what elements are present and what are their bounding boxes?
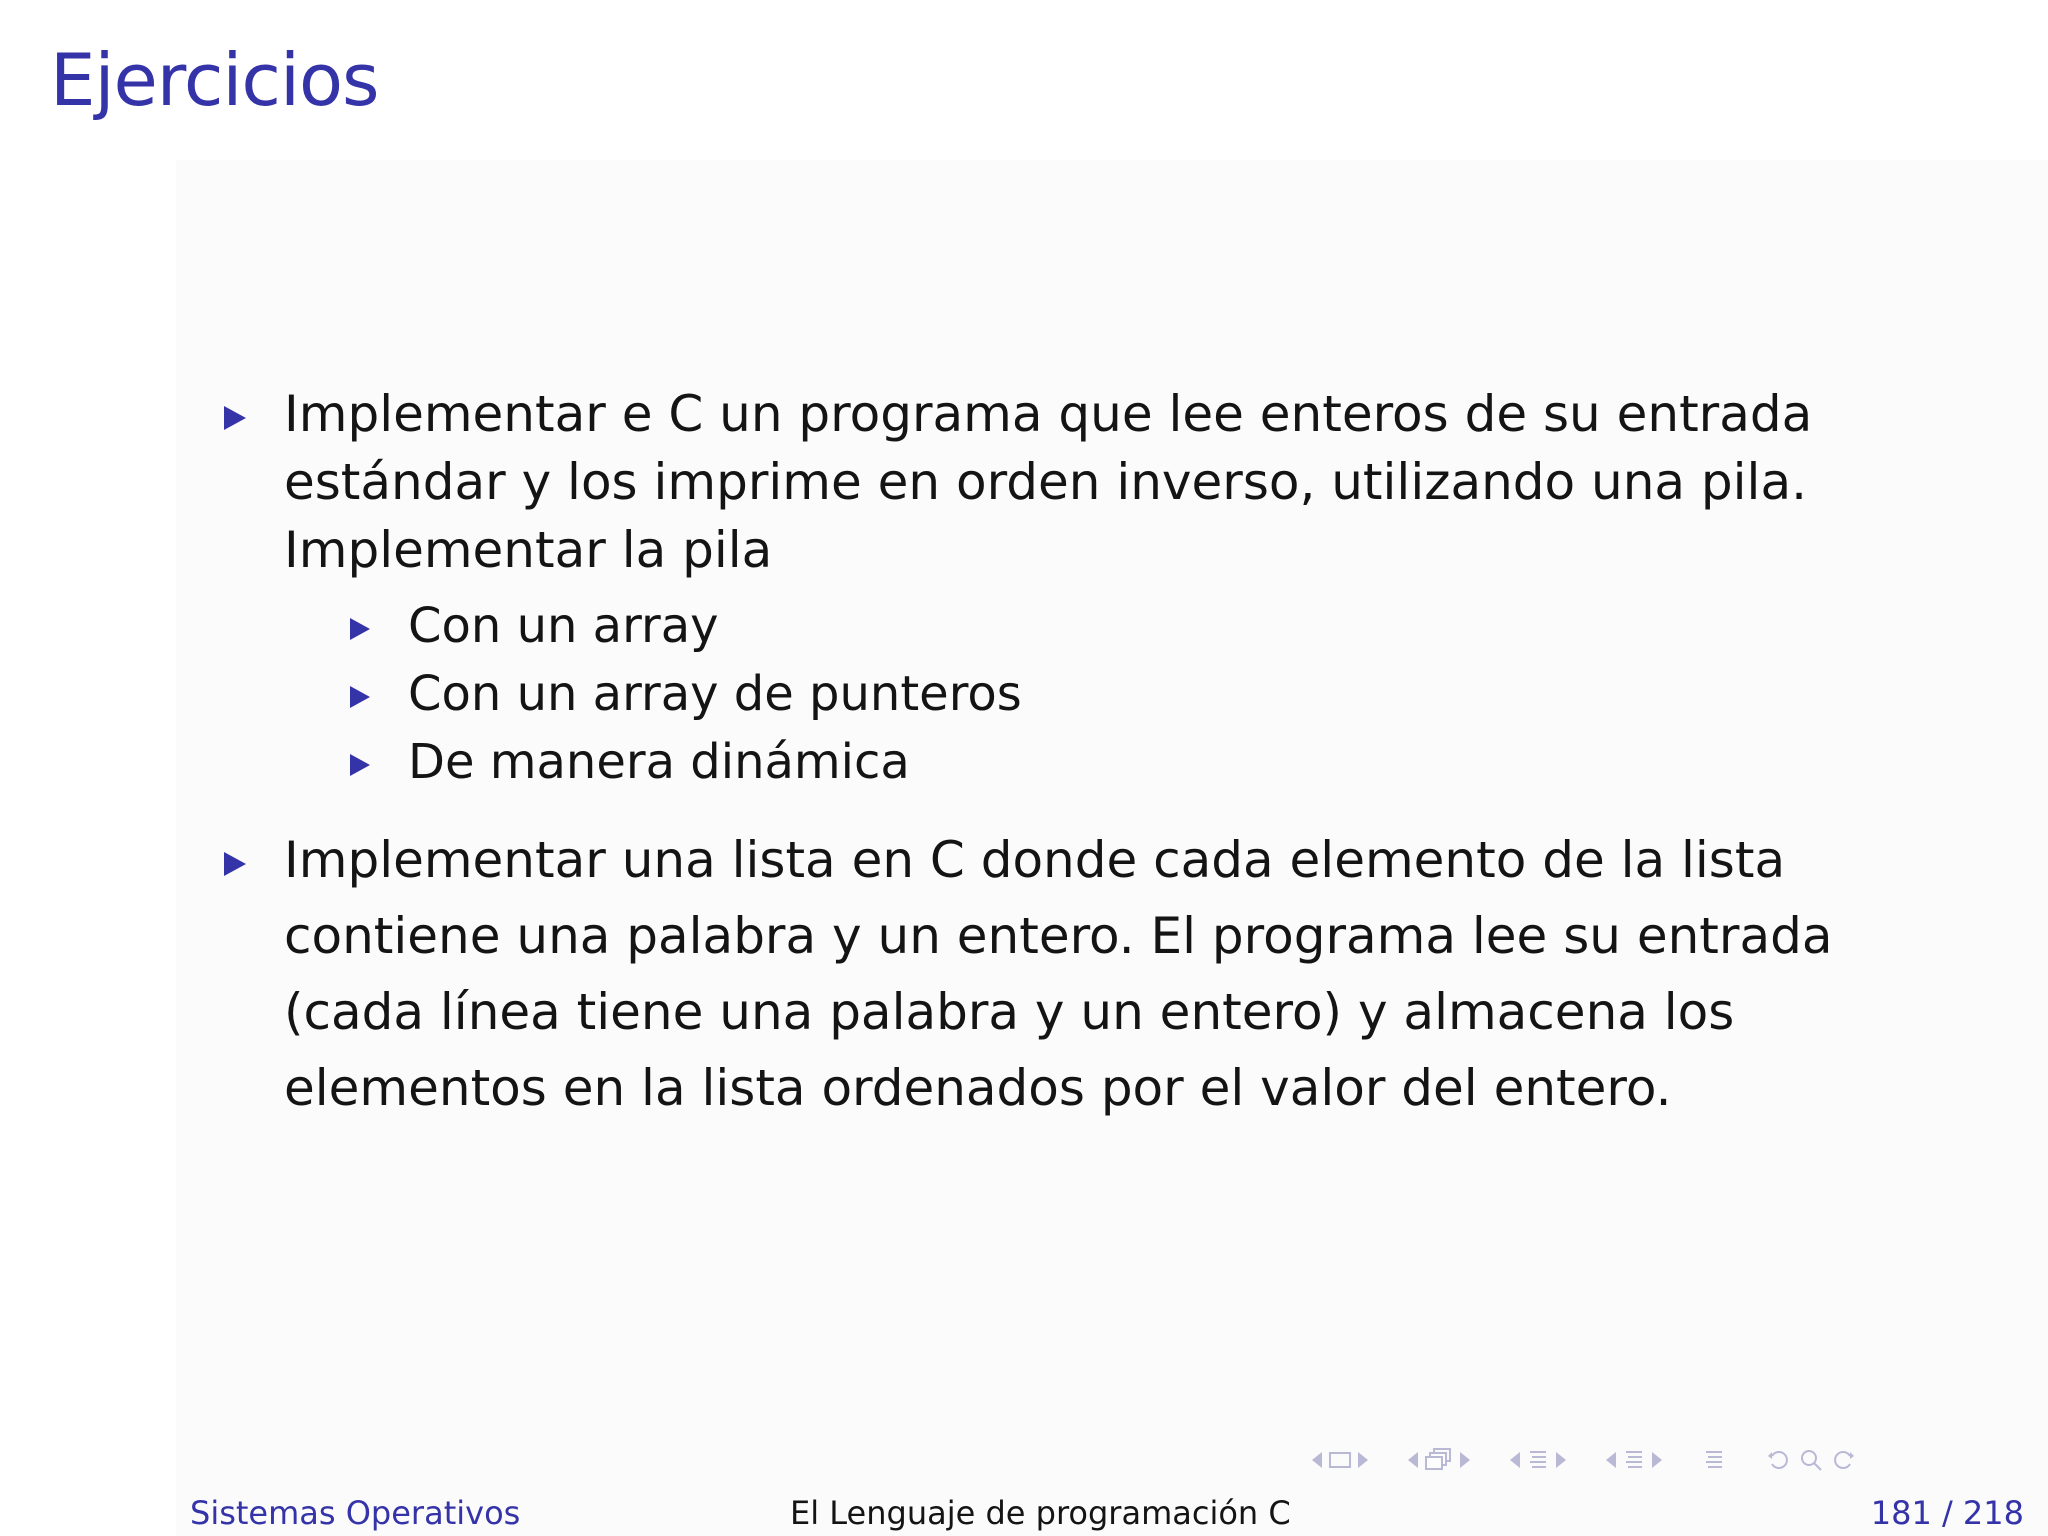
previous-section-icon[interactable]	[1510, 1452, 1520, 1468]
previous-slide-icon[interactable]	[1606, 1452, 1616, 1468]
sub-item-label: De manera dinámica	[408, 734, 910, 790]
next-slide-icon[interactable]	[1652, 1452, 1662, 1468]
next-subsection-icon[interactable]	[1460, 1452, 1470, 1468]
nav-slide-group[interactable]	[1606, 1448, 1662, 1472]
nav-subsection-icon[interactable]	[1424, 1447, 1454, 1473]
slide-footer	[0, 1490, 2048, 1536]
nav-search-icon[interactable]	[1798, 1447, 1824, 1473]
sub-item-label: Con un array de punteros	[408, 666, 1022, 722]
sub-bullet-triangle-icon	[350, 686, 370, 708]
bullet-item-1-line-1: Implementar e C un programa que lee enteros de su entrada	[284, 385, 1813, 443]
nav-frame-group[interactable]	[1312, 1450, 1368, 1470]
sub-list	[344, 592, 1920, 796]
next-frame-icon[interactable]	[1358, 1452, 1368, 1468]
nav-outline-icon[interactable]	[1702, 1448, 1726, 1472]
footer-page-number: 181 / 218	[1870, 1494, 2024, 1532]
nav-slide-icon[interactable]	[1622, 1448, 1646, 1472]
sub-item	[344, 728, 1920, 796]
bullet-item-2-line-1: Implementar una lista en C donde cada elemento de la lista	[284, 831, 1786, 889]
bullet-item-1-line-3: Implementar la pila	[284, 521, 773, 579]
bullet-item-2-line-2: contiene una palabra y un entero. El programa lee su entrada	[284, 907, 1833, 965]
nav-outline-group[interactable]	[1702, 1448, 1726, 1472]
bullet-item-2-line-4: elementos en la lista ordenados por el valor del entero.	[284, 1059, 1672, 1117]
undo-icon[interactable]	[1766, 1447, 1792, 1473]
footer-presentation-title: El Lenguaje de programación C	[790, 1494, 1291, 1532]
bullet-item-1-line-2: estándar y los imprime en orden inverso, utilizando una pila.	[284, 453, 1807, 511]
nav-section-icon[interactable]	[1526, 1448, 1550, 1472]
sub-bullet-triangle-icon	[350, 754, 370, 776]
nav-subsection-group[interactable]	[1408, 1447, 1470, 1473]
previous-subsection-icon[interactable]	[1408, 1452, 1418, 1468]
nav-section-group[interactable]	[1510, 1448, 1566, 1472]
bullet-item-2-line-3: (cada línea tiene una palabra y un entero) y almacena los	[284, 983, 1735, 1041]
slide-title: Ejercicios	[50, 38, 379, 122]
bullet-triangle-icon	[224, 406, 246, 430]
nav-search-group[interactable]	[1766, 1447, 1856, 1473]
beamer-navigation-bar	[1312, 1442, 1886, 1478]
bullet-item-1	[220, 380, 1920, 796]
footer-course-name: Sistemas Operativos	[190, 1494, 521, 1532]
redo-icon[interactable]	[1830, 1447, 1856, 1473]
bullet-triangle-icon	[224, 852, 246, 876]
sub-bullet-triangle-icon	[350, 618, 370, 640]
bullet-item-2	[220, 822, 1920, 1126]
slide-content	[220, 380, 1920, 1126]
sub-item	[344, 592, 1920, 660]
sub-item	[344, 660, 1920, 728]
next-section-icon[interactable]	[1556, 1452, 1566, 1468]
sub-item-label: Con un array	[408, 598, 719, 654]
previous-frame-icon[interactable]	[1312, 1452, 1322, 1468]
nav-frame-icon[interactable]	[1328, 1450, 1352, 1470]
